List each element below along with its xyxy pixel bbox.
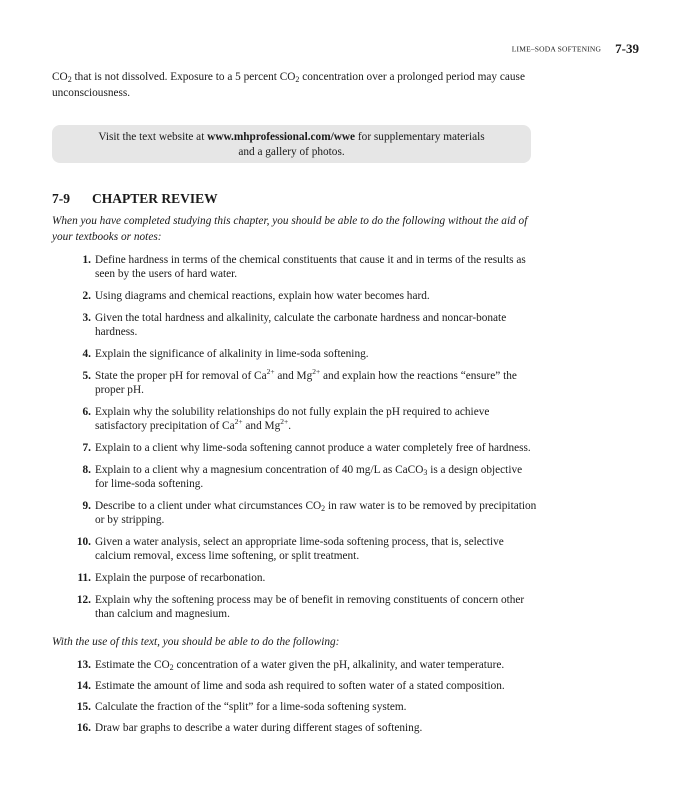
list-item — [72, 499, 537, 527]
item-text: concentration of a water given the pH, alkalinity, and water temperature. — [173, 659, 505, 671]
item-number: 8. — [82, 464, 91, 476]
item-number: 3. — [82, 312, 91, 324]
item-text: Explain to a client why lime-soda softening cannot produce a water completely free of hardness. — [95, 442, 531, 454]
item-text: Explain the significance of alkalinity in lime-soda softening. — [95, 348, 369, 360]
item-text: and explain how the reactions “ensure” the proper pH. — [95, 370, 517, 396]
item-number: 11. — [77, 572, 91, 584]
item-number: 16. — [76, 722, 91, 734]
subscript: 2 — [169, 663, 174, 672]
subscript: 2 — [295, 75, 300, 84]
list-item — [72, 253, 537, 281]
list-item — [72, 369, 537, 397]
item-text: . — [288, 420, 292, 432]
list-item — [72, 347, 537, 361]
item-text: Explain why the solubility relationships do not fully explain the pH required to achieve satisfactory precipitation of Ca — [95, 406, 490, 432]
item-text: Describe to a client under what circumstances CO — [95, 500, 322, 512]
list-item — [72, 311, 537, 339]
item-number: 14. — [76, 680, 91, 692]
item-text: Given the total hardness and alkalinity, calculate the carbonate hardness and noncar-bonate hardness. — [95, 312, 507, 338]
page-header — [52, 40, 639, 58]
item-text: is a design objective for lime-soda softening. — [95, 464, 523, 490]
item-number: 15. — [76, 701, 91, 713]
item-text: in raw water is to be removed by precipitation or by stripping. — [95, 500, 537, 526]
list-item — [72, 289, 537, 303]
superscript: 2+ — [266, 367, 275, 376]
item-number: 7. — [82, 442, 91, 454]
item-number: 9. — [82, 500, 91, 512]
intro-text: concentration over a prolonged period may cause unconsciousness. — [52, 71, 525, 99]
list-item — [72, 463, 537, 491]
item-number: 2. — [82, 290, 91, 302]
item-text: Estimate the amount of lime and soda ash required to soften water of a stated composition. — [95, 680, 505, 692]
item-text: Define hardness in terms of the chemical constituents that cause it and in terms of the results as seen by the users of hard water. — [95, 254, 526, 280]
item-text: and Mg — [274, 370, 313, 382]
intro-paragraph — [52, 69, 542, 101]
objectives-list-with-text — [72, 658, 547, 742]
list-item — [72, 593, 537, 621]
list-item — [72, 700, 547, 714]
item-text: and Mg — [242, 420, 281, 432]
page-number: 7-39 — [615, 41, 639, 57]
section-number: 7-9 — [52, 191, 70, 206]
running-title: LIME–SODA SOFTENING — [511, 44, 602, 54]
subscript: 2 — [67, 75, 72, 84]
website-callout-line-2: and a gallery of photos. — [238, 146, 345, 158]
item-number: 12. — [76, 594, 91, 606]
callout-text: for supplementary materials — [355, 131, 485, 143]
section-title: CHAPTER REVIEW — [92, 191, 218, 206]
list-item — [72, 405, 537, 433]
item-number: 1. — [82, 254, 91, 266]
item-text: Calculate the fraction of the “split” for a lime-soda softening system. — [95, 701, 407, 713]
list-item — [72, 535, 537, 563]
list-item — [72, 721, 547, 735]
item-text: State the proper pH for removal of Ca — [95, 370, 267, 382]
website-callout-box — [52, 125, 531, 163]
subscript: 2 — [321, 504, 326, 513]
intro-text: CO — [52, 71, 68, 83]
item-text: Estimate the CO — [95, 659, 170, 671]
list-item — [72, 571, 537, 585]
item-text: Explain to a client why a magnesium concentration of 40 mg/L as CaCO — [95, 464, 424, 476]
list-item — [72, 441, 537, 455]
item-number: 13. — [76, 659, 91, 671]
superscript: 2+ — [280, 417, 289, 426]
item-number: 4. — [82, 348, 91, 360]
objectives-list-without-aids — [72, 253, 537, 629]
callout-text: Visit the text website at — [98, 131, 208, 143]
superscript: 2+ — [234, 417, 243, 426]
section-heading — [52, 190, 218, 208]
lead-text-without-aids: When you have completed studying this chapter, you should be able to do the following without the aid of your textbooks or notes: — [52, 215, 528, 243]
item-number: 10. — [76, 536, 91, 548]
list-item — [72, 679, 547, 693]
item-text: Draw bar graphs to describe a water during different stages of softening. — [95, 722, 423, 734]
item-text: Explain the purpose of recarbonation. — [95, 572, 266, 584]
superscript: 2+ — [312, 367, 321, 376]
intro-text: that is not dissolved. Exposure to a 5 percent CO — [71, 71, 296, 83]
item-text: Explain why the softening process may be of benefit in removing constituents of concern other than calcium and magnesium. — [95, 594, 525, 620]
item-text: Given a water analysis, select an appropriate lime-soda softening process, that is, selective calcium removal, excess lime softening, or split treatment. — [95, 536, 504, 562]
lead-text-with-text: With the use of this text, you should be able to do the following: — [52, 636, 340, 648]
list-item — [72, 658, 547, 672]
website-link[interactable]: www.mhprofessional.com/wwe — [207, 131, 356, 143]
item-number: 5. — [82, 370, 91, 382]
website-callout-line-1 — [52, 130, 531, 145]
subscript: 3 — [423, 468, 428, 477]
item-number: 6. — [82, 406, 91, 418]
item-text: Using diagrams and chemical reactions, explain how water becomes hard. — [95, 290, 430, 302]
